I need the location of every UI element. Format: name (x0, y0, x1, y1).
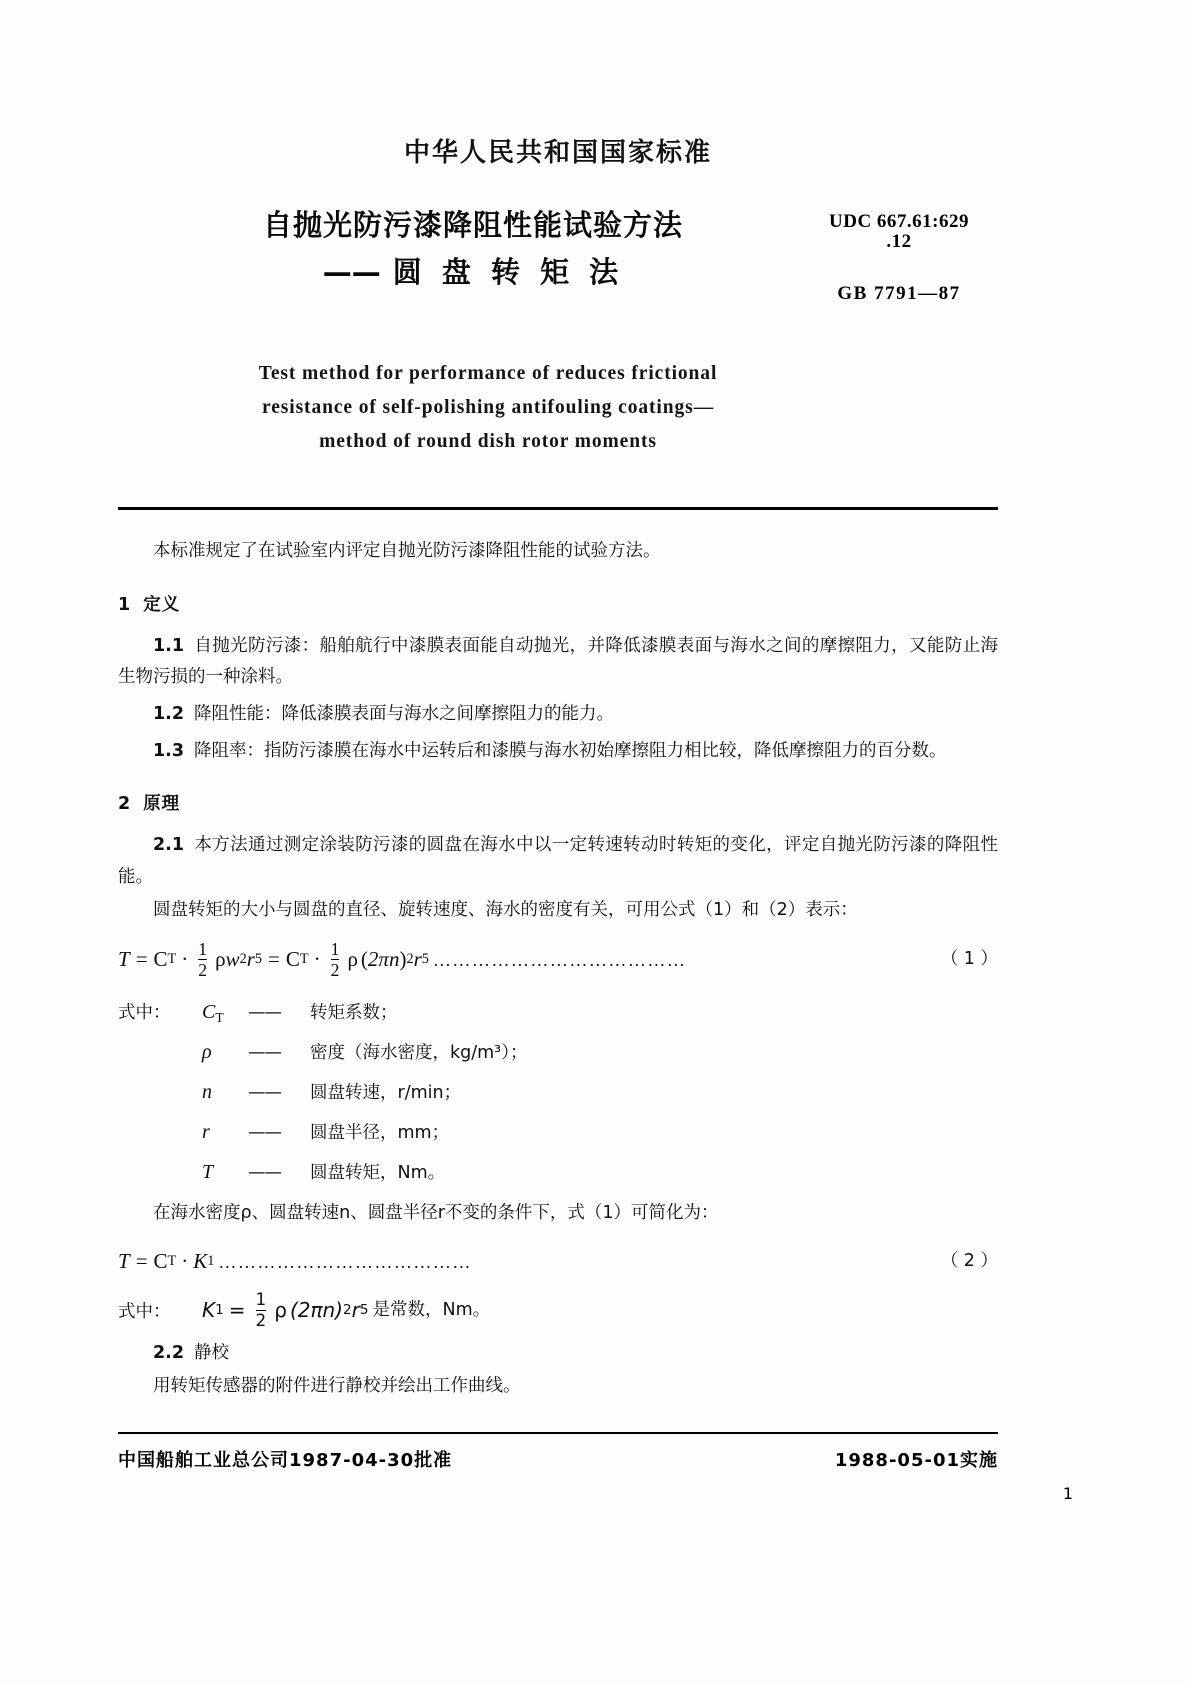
clause-1-2-text: 降阻性能：降低漆膜表面与海水之间摩擦阻力的能力。 (194, 703, 615, 724)
udc-code-text: UDC 667.61:629 (829, 211, 969, 232)
clause-2-1 (118, 830, 998, 892)
formula-2-two-pi-n: (2πn) (289, 1298, 343, 1323)
formula-2-constant-k-subscript: 1 (215, 1301, 224, 1318)
legend-2-lead: 式中： (118, 1302, 171, 1323)
formula-2-legend (118, 1290, 998, 1330)
formula-2-k-subscript: 1 (207, 1252, 215, 1269)
english-title (118, 357, 998, 459)
legend-1-lead: 式中： (118, 1002, 171, 1023)
clause-1-3-number: 1.3 (153, 741, 185, 762)
chinese-title-line2: 圆 盘 转 矩 法 (392, 255, 624, 290)
section-1-number: 1 (118, 594, 132, 615)
formula-2-constant-expression (202, 1290, 490, 1330)
udc-code-suffix: .12 (886, 231, 912, 252)
formula-2-constant-k: K (202, 1298, 216, 1323)
legend-symbol-ct-base: C (202, 1000, 216, 1023)
legend-dash-2: —— (248, 1042, 281, 1063)
formula-2-dot: · (181, 1248, 189, 1273)
formula-1-paren-close: ) (399, 947, 407, 972)
legend-row (118, 1152, 998, 1192)
clause-2-1-text: 本方法通过测定涂装防污漆的圆盘在海水中以一定转速转动时转矩的变化，评定自抛光防污漆的降阻性能。 (118, 835, 998, 887)
national-standard-label: 中华人民共和国国家标准 (403, 138, 712, 168)
scope-paragraph: 本标准规定了在试验室内评定自抛光防污漆降阻性能的试验方法。 (153, 541, 661, 562)
legend-dash-4: —— (248, 1122, 281, 1143)
formula-2-radius-exponent: 5 (359, 1301, 369, 1318)
formula-2-rho: ρ (274, 1298, 287, 1323)
formula-1-dot-2: · (313, 947, 321, 972)
page-content (118, 0, 998, 1405)
section-2-heading (118, 789, 998, 820)
section-1-title: 定义 (143, 594, 181, 615)
formula-2-lhs: T (118, 1248, 130, 1273)
formula-1-equals: = (135, 947, 148, 972)
formula-1-two-pi-n: 2πn (367, 947, 400, 972)
formula-1-half-denominator-2: 2 (330, 960, 340, 981)
formula-1-radius: r (246, 947, 255, 972)
gb-standard-number: GB 7791—87 (837, 283, 961, 304)
formula-2-ct: C (153, 1248, 168, 1273)
document-body (118, 536, 998, 1402)
standard-codes (794, 211, 1004, 305)
masthead (118, 0, 998, 459)
footer-implementation-text: 1988-05-01实施 (834, 1450, 998, 1471)
formula-1-half-numerator-2: 1 (330, 938, 340, 959)
formula-2-constant-equals: = (228, 1298, 246, 1323)
clause-1-1 (118, 631, 998, 693)
formula-2-k: K (193, 1248, 208, 1273)
formula-1-ct-2: C (285, 947, 300, 972)
formula-1-omega: w (225, 947, 240, 972)
english-title-line3: method of round dish rotor moments (319, 431, 657, 453)
formula-1-ct-subscript: T (167, 951, 177, 968)
formula-1-row (118, 940, 998, 980)
legend-row (118, 1032, 998, 1072)
clause-1-3-text: 降阻率：指防污漆膜在海水中运转后和漆膜与海水初始摩擦阻力相比较，降低摩擦阻力的百分数。 (194, 741, 947, 762)
clause-2-2-heading (118, 1338, 998, 1369)
footer (118, 1446, 998, 1472)
formula-2-expression (118, 1243, 214, 1280)
title-block (118, 207, 998, 315)
legend-symbol-ct-subscript: T (215, 1009, 224, 1025)
legend-dash-3: —— (248, 1082, 281, 1103)
legend-symbol-t: T (202, 1160, 214, 1183)
legend-definition-rho: 密度（海水密度，kg/m³）； (310, 1042, 528, 1063)
formula-2-equals: = (135, 1248, 148, 1273)
clause-2-2-text: 用转矩传感器的附件进行静校并绘出工作曲线。 (153, 1376, 521, 1397)
legend-row (118, 1112, 998, 1152)
clause-1-1-number: 1.1 (153, 635, 185, 656)
title-dash: —— (322, 255, 381, 290)
formula-1-paren-open: ( (360, 947, 368, 972)
legend-symbol-rho: ρ (202, 1040, 212, 1063)
legend-row (118, 1072, 998, 1112)
clause-1-1-text: 自抛光防污漆：船舶航行中漆膜表面能自动抛光，并降低漆膜表面与海水之间的摩擦阻力，又能防止海生物污损的一种涂料。 (118, 635, 998, 687)
footer-divider (118, 1432, 998, 1434)
clause-2-2-number: 2.2 (153, 1343, 185, 1364)
page-number: 1 (1062, 1484, 1073, 1503)
formula-2-number: （ 2 ） (940, 1251, 998, 1272)
chinese-title-line1: 自抛光防污漆降阻性能试验方法 (262, 208, 683, 242)
clause-1-2-number: 1.2 (153, 703, 185, 724)
formula-2-leader-dots: ………………………………… (218, 1251, 472, 1272)
header-divider (118, 507, 998, 510)
simplification-paragraph: 在海水密度ρ、圆盘转速n、圆盘半径r不变的条件下，式（1）可简化为： (153, 1202, 719, 1223)
legend-row (118, 992, 998, 1032)
formula-2-half-fraction (256, 1291, 267, 1329)
formula-1-expression (118, 940, 429, 980)
clause-2-1-number: 2.1 (153, 835, 185, 856)
legend-symbol-r: r (202, 1120, 210, 1143)
formula-1-dot: · (181, 947, 189, 972)
formula-1-rho-2: ρ (347, 947, 358, 972)
section-2-number: 2 (118, 794, 132, 815)
legend-row (118, 1290, 998, 1330)
formula-1-rho: ρ (215, 947, 226, 972)
clause-1-3 (118, 736, 998, 767)
formula-1-half-fraction-2 (331, 940, 340, 980)
footer-approval-text: 中国船舶工业总公司1987-04-30批准 (118, 1450, 453, 1471)
formula-2-half-numerator: 1 (255, 1289, 267, 1310)
formula-1-half-fraction (198, 940, 207, 980)
legend-definition-n: 圆盘转速，r/min； (310, 1082, 462, 1103)
clause-2-2-title: 静校 (194, 1343, 230, 1364)
formula-2-row (118, 1243, 998, 1280)
legend-definition-r: 圆盘半径，mm； (310, 1122, 450, 1143)
formula-1-radius-exponent: 5 (254, 951, 263, 968)
formula-1-leader-dots: ………………………………… (432, 949, 687, 970)
english-title-line2: resistance of self-polishing antifouling coatings— (262, 397, 714, 419)
formula-intro-paragraph: 圆盘转矩的大小与圆盘的直径、旋转速度、海水的密度有关，可用公式（1）和（2）表示： (153, 899, 858, 920)
formula-1-ct-2-subscript: T (299, 951, 309, 968)
formula-1-number: （ 1 ） (940, 949, 998, 970)
clause-1-2 (118, 699, 998, 730)
formula-1-omega-exponent: 2 (239, 951, 247, 968)
chinese-title-line2-wrap (118, 251, 828, 295)
legend-symbol-n: n (202, 1080, 212, 1103)
formula-1-lhs: T (118, 947, 130, 972)
legend-dash-5: —— (248, 1162, 281, 1183)
section-1-heading (118, 590, 998, 621)
section-2-title: 原理 (143, 794, 181, 815)
legend-definition-ct: 转矩系数； (310, 1002, 398, 1023)
formula-1-legend (118, 992, 998, 1192)
formula-2-radius: r (351, 1298, 360, 1323)
english-title-line1: Test method for performance of reduces frictional (258, 363, 718, 384)
legend-definition-t: 圆盘转矩，Nm。 (310, 1162, 446, 1183)
formula-2-constant-tail: 是常数，Nm。 (372, 1299, 491, 1320)
formula-1-half-denominator: 2 (198, 960, 208, 981)
formula-2-half-denominator: 2 (255, 1309, 267, 1330)
formula-1-half-numerator: 1 (198, 938, 208, 959)
formula-1-equals-2: = (268, 947, 280, 972)
formula-1-paren-exponent: 2 (406, 951, 414, 968)
formula-2-paren-exponent: 2 (342, 1301, 352, 1318)
formula-1-radius-2: r (413, 947, 422, 972)
legend-symbol-ct (202, 992, 248, 1032)
formula-1-ct: C (153, 947, 168, 972)
legend-dash-1: —— (248, 1002, 281, 1023)
udc-code (794, 211, 1004, 253)
formula-1-radius-2-exponent: 5 (421, 951, 429, 968)
formula-2-ct-subscript: T (167, 1252, 177, 1269)
